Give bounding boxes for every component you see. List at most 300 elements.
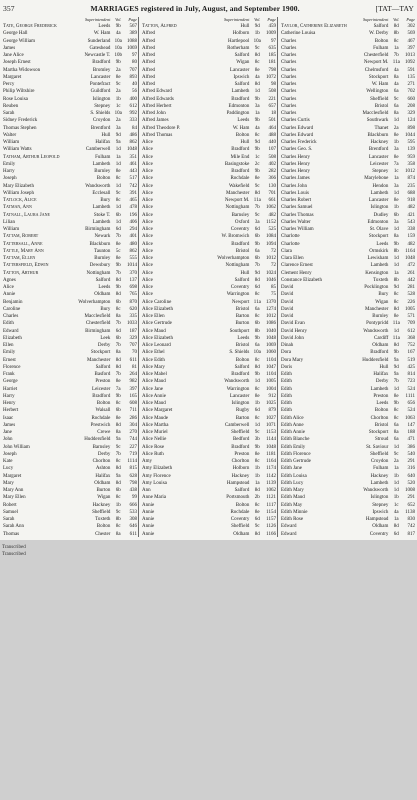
entry-page: 661 bbox=[268, 198, 276, 203]
entry-volume: 8e bbox=[254, 176, 260, 182]
entry-district: Oxford bbox=[234, 219, 250, 225]
entry-volume: 8c bbox=[393, 38, 399, 44]
entry-volume: 1b bbox=[393, 473, 399, 479]
entry-district: Halifax bbox=[95, 473, 111, 479]
table-row bbox=[141, 429, 276, 436]
below-note: Transcribed bbox=[2, 545, 26, 550]
entry-district: Prestwich bbox=[90, 422, 111, 428]
entry-district: Wandsworth bbox=[363, 488, 389, 493]
table-row bbox=[2, 117, 137, 124]
entry-page: 1048 bbox=[266, 335, 276, 341]
table-row bbox=[141, 117, 276, 124]
entry-name: Alice Maud bbox=[142, 379, 166, 385]
entry-volume: 9c bbox=[254, 183, 260, 189]
entry-page: 227 bbox=[129, 444, 137, 450]
table-row bbox=[141, 306, 276, 313]
entry-page: 98 bbox=[271, 82, 276, 87]
entry-volume: 7b bbox=[115, 372, 121, 377]
entry-district: Islington bbox=[370, 205, 389, 211]
entry-name: Clement Henry bbox=[281, 270, 312, 276]
table-row bbox=[280, 393, 415, 400]
entry-volume: 9d bbox=[115, 132, 121, 138]
entry-district: Warrington bbox=[226, 292, 250, 298]
entry-district: Southwark bbox=[366, 118, 389, 124]
table-row bbox=[2, 386, 137, 393]
entry-district: Taunton bbox=[94, 248, 111, 254]
entry-district: Bolton bbox=[374, 408, 389, 414]
entry-district: Coventry bbox=[230, 227, 250, 232]
entry-name: Edith May bbox=[281, 502, 303, 508]
entry-page: 1012 bbox=[405, 169, 415, 174]
table-row bbox=[280, 146, 415, 153]
table-row bbox=[280, 183, 415, 190]
entry-volume: 8b bbox=[393, 248, 399, 254]
entry-volume: 6a bbox=[393, 422, 399, 428]
entry-page: 508 bbox=[268, 89, 276, 95]
entry-name: Margaret bbox=[3, 473, 22, 479]
entry-name: Alice Mary bbox=[142, 364, 165, 370]
table-row bbox=[141, 197, 276, 204]
entry-district: Salford bbox=[234, 488, 250, 493]
table-row bbox=[141, 277, 276, 284]
entry-volume: 8c bbox=[393, 299, 399, 305]
table-row bbox=[2, 299, 137, 306]
entry-volume: 8c bbox=[254, 459, 260, 464]
entry-name: Edith bbox=[281, 379, 292, 385]
entry-page: 421 bbox=[407, 212, 415, 218]
entry-volume: 9c bbox=[254, 45, 260, 51]
entry-district: St. Saviour bbox=[366, 444, 389, 450]
entry-volume: 8c bbox=[115, 524, 121, 530]
entry-volume: 7a bbox=[115, 386, 121, 392]
table-row bbox=[280, 320, 415, 327]
entry-volume: 11a bbox=[392, 335, 400, 341]
entry-page: 459 bbox=[268, 24, 276, 29]
table-row bbox=[280, 415, 415, 422]
entry-page: 1012 bbox=[266, 256, 276, 261]
entry-page: 358 bbox=[407, 161, 415, 167]
entry-name: Constance Elizabeth bbox=[281, 277, 322, 283]
entry-page: 520 bbox=[407, 480, 415, 486]
entry-volume: 9a bbox=[115, 140, 121, 145]
entry-page: 1181 bbox=[266, 451, 276, 457]
entry-volume: 11a bbox=[392, 321, 400, 327]
entry-name: Emily bbox=[3, 161, 16, 167]
entry-name: Joseph bbox=[3, 451, 17, 457]
table-row bbox=[141, 349, 276, 356]
entry-district: Salford bbox=[373, 24, 389, 29]
entry-district: Hackney bbox=[370, 473, 389, 479]
entry-district: Mile End bbox=[230, 154, 250, 160]
entry-name: Alfred bbox=[142, 67, 156, 73]
table-row bbox=[141, 523, 276, 530]
entry-name: Alice bbox=[142, 190, 153, 196]
entry-district: Burton bbox=[235, 321, 250, 327]
entry-name: Alice bbox=[142, 147, 153, 153]
table-row bbox=[2, 59, 137, 66]
entry-volume: 9b bbox=[393, 350, 399, 356]
entry-page: 1025 bbox=[266, 401, 276, 406]
entry-name: Alfred Edwards bbox=[142, 96, 174, 102]
entry-volume: 6a bbox=[393, 103, 399, 109]
entry-volume: 8c bbox=[115, 459, 121, 464]
table-row bbox=[280, 436, 415, 443]
entry-volume: 9a bbox=[393, 372, 399, 377]
entry-page: 270 bbox=[129, 430, 137, 435]
entry-district: Hartlepool bbox=[227, 38, 250, 44]
entry-page: 1004 bbox=[266, 386, 276, 392]
entry-name: Alice bbox=[142, 234, 153, 240]
entry-name: Alfred Edward bbox=[142, 89, 172, 95]
entry-district: W. Bromwich bbox=[221, 234, 250, 240]
table-row bbox=[280, 291, 415, 298]
table-row bbox=[2, 30, 137, 37]
entry-page: 165 bbox=[129, 393, 137, 399]
entry-name: Alice bbox=[142, 277, 153, 283]
entry-page: 84 bbox=[132, 125, 137, 131]
table-row bbox=[141, 59, 276, 66]
table-row bbox=[141, 291, 276, 298]
entry-page: 517 bbox=[129, 176, 137, 182]
entry-page: 482 bbox=[268, 212, 276, 218]
table-row bbox=[280, 168, 415, 175]
table-row bbox=[280, 161, 415, 168]
table-row bbox=[280, 357, 415, 364]
entry-district: Birmingham bbox=[85, 227, 111, 232]
entry-volume: 8c bbox=[254, 415, 260, 421]
entry-name: Harriet bbox=[3, 386, 18, 392]
entry-name: John bbox=[3, 437, 13, 443]
entry-district: Hull bbox=[240, 270, 250, 276]
entry-district: Fulham bbox=[373, 45, 389, 51]
entry-page: 1040 bbox=[266, 328, 276, 334]
entry-district: Stroud bbox=[375, 437, 389, 443]
entry-volume: 3a bbox=[254, 103, 260, 109]
entry-volume: 8d bbox=[115, 357, 121, 363]
entry-page: 1157 bbox=[266, 517, 276, 522]
table-row bbox=[141, 233, 276, 240]
entry-page: 56 bbox=[132, 89, 137, 95]
entry-name: Alice bbox=[142, 219, 153, 225]
table-row bbox=[141, 125, 276, 132]
entry-name: George William bbox=[3, 38, 35, 44]
entry-name: Tattersfield, Edwin bbox=[3, 263, 49, 269]
entry-volume: 6a bbox=[254, 343, 260, 348]
entry-page: 688 bbox=[407, 190, 415, 196]
entry-volume: 8e bbox=[115, 169, 121, 174]
table-row bbox=[2, 364, 137, 371]
entry-volume: 1d bbox=[115, 147, 121, 153]
entry-page: 893 bbox=[129, 74, 137, 80]
entry-name: Edith Alice bbox=[281, 415, 304, 421]
table-row bbox=[141, 400, 276, 407]
entry-name: James bbox=[3, 422, 16, 428]
entry-volume: 9d bbox=[254, 140, 260, 145]
entry-page: 1139 bbox=[266, 480, 276, 486]
entry-page: 525 bbox=[268, 227, 276, 232]
entry-district: Bradford bbox=[370, 350, 389, 356]
entry-district: Leeds bbox=[376, 401, 389, 406]
table-row bbox=[2, 523, 137, 530]
table-row bbox=[141, 88, 276, 95]
table-row bbox=[2, 509, 137, 516]
entry-name: Charles bbox=[281, 89, 297, 95]
table-row bbox=[141, 494, 276, 501]
entry-district: Hendon bbox=[372, 183, 389, 189]
table-row bbox=[141, 393, 276, 400]
entry-volume: 6d bbox=[254, 227, 260, 232]
entry-volume: 1a bbox=[393, 176, 399, 182]
entry-page: 701 bbox=[268, 190, 276, 196]
entry-district: Wakefield bbox=[228, 183, 250, 189]
entry-district: Sunderland bbox=[87, 38, 111, 44]
entry-district: Barnsley bbox=[231, 212, 250, 218]
entry-page: 461 bbox=[129, 161, 137, 167]
entry-volume: 1d bbox=[393, 386, 399, 392]
table-row bbox=[2, 212, 137, 219]
entry-name: Ellen bbox=[3, 343, 14, 348]
entry-name: Elizabeth bbox=[3, 335, 22, 341]
entry-volume: 1d bbox=[393, 263, 399, 269]
entry-page: 707 bbox=[129, 343, 137, 348]
entry-page: 1088 bbox=[127, 38, 137, 44]
table-row bbox=[280, 103, 415, 110]
entry-page: 107 bbox=[268, 147, 276, 153]
entry-name: Alice bbox=[142, 256, 153, 261]
entry-page: 40 bbox=[132, 82, 137, 87]
entry-district: Warrington bbox=[226, 386, 250, 392]
entry-volume: 9b bbox=[254, 241, 260, 247]
table-row bbox=[141, 168, 276, 175]
entry-name: Tatton, Alfred bbox=[142, 24, 177, 29]
entry-name: Alfred James bbox=[142, 118, 169, 124]
entry-district: Wolverhampton bbox=[217, 256, 250, 261]
entry-name: David John bbox=[281, 335, 304, 341]
entry-name: Alice bbox=[142, 270, 153, 276]
entry-page: 97 bbox=[132, 53, 137, 58]
entry-district: Stoke T. bbox=[93, 212, 111, 218]
entry-district: Bury bbox=[100, 306, 111, 312]
entry-volume: 2c bbox=[254, 161, 260, 167]
entry-name: Alice Maud bbox=[142, 401, 166, 406]
table-row bbox=[141, 212, 276, 219]
entry-name: Alice bbox=[142, 263, 153, 269]
entry-volume: 1d bbox=[115, 161, 121, 167]
entry-page: 1164 bbox=[405, 248, 415, 254]
entry-volume: 6b bbox=[115, 299, 121, 305]
entry-name: Alfred bbox=[142, 31, 156, 37]
entry-volume: 9a bbox=[393, 357, 399, 363]
entry-volume: 9b bbox=[254, 372, 260, 377]
entry-district: Rochdale bbox=[91, 415, 111, 421]
entry-name: Charles bbox=[281, 45, 297, 51]
entry-volume: 8c bbox=[254, 292, 260, 298]
entry-district: Wigan bbox=[375, 299, 389, 305]
table-row bbox=[2, 480, 137, 487]
entry-page: 442 bbox=[407, 277, 415, 283]
entry-name: Margaret bbox=[3, 74, 22, 80]
entry-volume: 8e bbox=[254, 451, 260, 457]
entry-name: Amy Florence bbox=[142, 473, 171, 479]
entry-volume: 8c bbox=[393, 415, 399, 421]
entry-volume: 8c bbox=[115, 306, 121, 312]
table-row bbox=[141, 241, 276, 248]
entry-volume: 8c bbox=[254, 386, 260, 392]
table-row bbox=[141, 473, 276, 480]
entry-name: Tate, George Frederick bbox=[3, 24, 57, 29]
entry-page: 540 bbox=[407, 451, 415, 457]
table-row bbox=[2, 393, 137, 400]
entry-volume: 4a bbox=[115, 31, 121, 37]
entry-page: 333 bbox=[129, 118, 137, 124]
entry-page: 742 bbox=[129, 183, 137, 189]
table-row bbox=[280, 125, 415, 132]
entry-name: Mary bbox=[3, 480, 14, 486]
entry-volume: 1c bbox=[393, 502, 399, 508]
entry-page: 329 bbox=[407, 111, 415, 116]
table-row bbox=[141, 45, 276, 52]
table-row bbox=[280, 154, 415, 161]
table-row bbox=[280, 23, 415, 30]
table-row bbox=[280, 96, 415, 103]
entry-page: 1027 bbox=[266, 415, 276, 421]
entry-name: Edith Minnie bbox=[281, 509, 308, 515]
entry-name: William Joseph bbox=[3, 190, 35, 196]
entry-volume: 8e bbox=[254, 509, 260, 515]
entry-district: Lancaster bbox=[90, 74, 111, 80]
entry-name: Edith Emily bbox=[281, 444, 306, 450]
entry-district: Ecclesall bbox=[92, 190, 111, 196]
entry-name: Alice Maud bbox=[142, 328, 166, 334]
entry-volume: 9b bbox=[254, 444, 260, 450]
entry-volume: 8e bbox=[393, 132, 399, 138]
entry-district: Birmingham bbox=[85, 328, 111, 334]
table-row bbox=[280, 422, 415, 429]
entry-page: 208 bbox=[407, 103, 415, 109]
entry-district: Leeds bbox=[98, 24, 111, 29]
entry-district: Lambeth bbox=[92, 205, 111, 211]
entry-name: Alice bbox=[142, 140, 153, 145]
entry-volume: 8c bbox=[254, 357, 260, 363]
entry-volume: 10a bbox=[253, 350, 261, 356]
entry-page: 185 bbox=[268, 53, 276, 58]
table-row bbox=[141, 531, 276, 538]
entry-name: Charlotte bbox=[281, 241, 300, 247]
entry-volume: 4a bbox=[393, 509, 399, 515]
entry-district: Bury bbox=[378, 292, 389, 298]
entry-name: Robert bbox=[3, 502, 17, 508]
entry-volume: 4a bbox=[254, 74, 260, 80]
entry-name: Sidney Frederick bbox=[3, 118, 38, 124]
entry-district: Crewe bbox=[97, 430, 111, 435]
table-row bbox=[141, 458, 276, 465]
table-row bbox=[141, 183, 276, 190]
entry-district: Sheffield bbox=[231, 524, 250, 530]
entry-page: 261 bbox=[407, 270, 415, 276]
entry-name: Charles James bbox=[281, 176, 310, 182]
table-row bbox=[280, 212, 415, 219]
entry-district: Bradford bbox=[231, 169, 250, 174]
entry-volume: 5c bbox=[115, 248, 121, 254]
entry-volume: 8b bbox=[254, 328, 260, 334]
entry-district: W. Derby bbox=[369, 31, 389, 37]
entry-page: 1126 bbox=[266, 524, 276, 530]
table-row bbox=[2, 219, 137, 226]
entry-page: 1012 bbox=[266, 314, 276, 319]
entry-name: David bbox=[281, 299, 294, 305]
table-row bbox=[141, 270, 276, 277]
entry-name: Edith Gertrude bbox=[281, 459, 311, 464]
entry-name: Charles bbox=[3, 314, 19, 319]
entry-district: Bedford bbox=[232, 437, 250, 443]
entry-district: Salford bbox=[234, 364, 250, 370]
entry-name: Edith Blanche bbox=[281, 437, 310, 443]
entry-district: Newcastle T. bbox=[84, 53, 111, 58]
entry-name: Clara bbox=[281, 248, 292, 254]
table-row bbox=[2, 23, 137, 30]
entry-volume: 8a bbox=[115, 350, 121, 356]
entry-volume: 8e bbox=[393, 198, 399, 203]
entry-page: 1164 bbox=[266, 459, 276, 464]
entry-name: Charles bbox=[281, 74, 297, 80]
table-row bbox=[2, 458, 137, 465]
entry-volume: 1a bbox=[393, 466, 399, 472]
entry-district: Sheffield bbox=[370, 96, 389, 102]
entry-name: Mary Elizabeth bbox=[3, 183, 34, 189]
entry-district: Pocklington bbox=[364, 285, 389, 290]
entry-volume: 1d bbox=[393, 256, 399, 261]
entry-volume: 9a bbox=[115, 473, 121, 479]
entry-district: Toxteth bbox=[373, 277, 389, 283]
entry-district: Manchester bbox=[87, 357, 111, 363]
table-row bbox=[141, 415, 276, 422]
entry-district: Preston bbox=[95, 379, 111, 385]
entry-name: Alice bbox=[142, 205, 153, 211]
table-row bbox=[141, 335, 276, 342]
entry-page: 798 bbox=[268, 67, 276, 73]
entry-name: Annie bbox=[142, 517, 155, 522]
entry-district: Basingstoke bbox=[224, 161, 250, 167]
entry-name: Taylor, Catherine Elizabeth bbox=[281, 24, 347, 29]
table-row bbox=[141, 110, 276, 117]
entry-name: Annie bbox=[3, 292, 16, 298]
entry-name: Edith bbox=[281, 393, 292, 399]
entry-district: Holborn bbox=[232, 31, 250, 37]
entry-page: 635 bbox=[268, 45, 276, 51]
table-row bbox=[280, 255, 415, 262]
entry-volume: 6d bbox=[254, 285, 260, 290]
entry-volume: 9c bbox=[115, 82, 121, 87]
entry-name: Sarah Ann bbox=[3, 524, 24, 530]
entry-district: Burton bbox=[96, 488, 111, 493]
table-row bbox=[141, 74, 276, 81]
entry-volume: 1d bbox=[254, 89, 260, 95]
entry-district: Oldham bbox=[372, 343, 389, 348]
table-row bbox=[280, 531, 415, 538]
entry-volume: 6d bbox=[254, 408, 260, 414]
entry-name: Edith bbox=[3, 321, 14, 327]
entry-name: Benjamin bbox=[3, 299, 23, 305]
table-row bbox=[2, 262, 137, 269]
entry-district: Newark bbox=[94, 234, 111, 240]
entry-volume: 9b bbox=[254, 169, 260, 174]
entry-volume: 2a bbox=[115, 89, 121, 95]
table-row bbox=[2, 146, 137, 153]
entry-volume: 9d bbox=[393, 364, 399, 370]
entry-page: 397 bbox=[407, 45, 415, 51]
table-row bbox=[141, 451, 276, 458]
entry-name: Alfred John bbox=[142, 111, 166, 116]
